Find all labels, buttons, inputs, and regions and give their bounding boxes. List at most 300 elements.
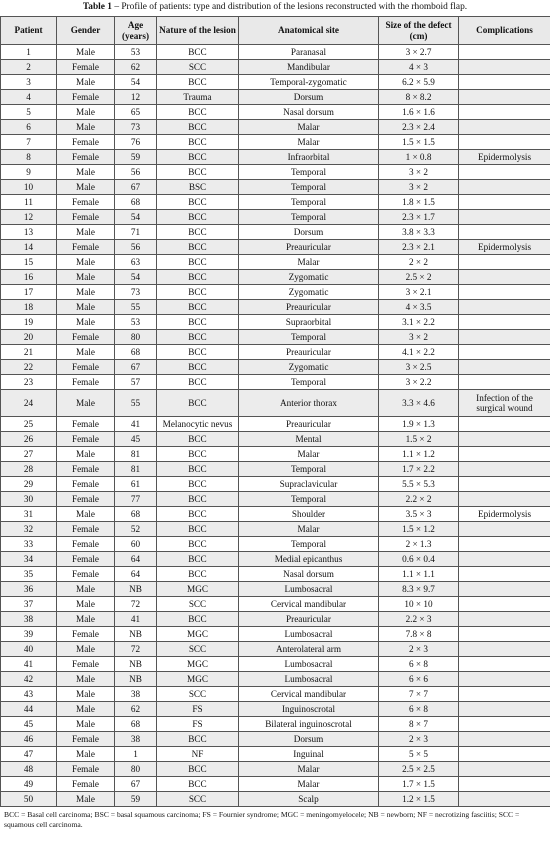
cell-size: 2 × 3: [379, 732, 459, 747]
table-row: [1, 747, 550, 762]
cell-patient: 30: [1, 492, 57, 507]
cell-patient: 28: [1, 462, 57, 477]
cell-complications: [459, 255, 550, 270]
cell-patient: 4: [1, 90, 57, 105]
table-row: [1, 135, 550, 150]
cell-nature: BCC: [157, 777, 239, 792]
table-header: [1, 17, 550, 45]
cell-site: Temporal: [239, 492, 379, 507]
cell-complications: [459, 597, 550, 612]
cell-patient: 44: [1, 702, 57, 717]
cell-complications: [459, 492, 550, 507]
table-row: [1, 432, 550, 447]
cell-complications: [459, 345, 550, 360]
cell-size: 3 × 2.2: [379, 375, 459, 390]
table-row: [1, 345, 550, 360]
table-row: [1, 75, 550, 90]
cell-complications: [459, 315, 550, 330]
cell-nature: BCC: [157, 537, 239, 552]
cell-complications: [459, 627, 550, 642]
cell-nature: SCC: [157, 642, 239, 657]
cell-site: Preauricular: [239, 417, 379, 432]
cell-complications: [459, 567, 550, 582]
cell-nature: BCC: [157, 492, 239, 507]
cell-complications: Epidermolysis: [459, 507, 550, 522]
cell-patient: 3: [1, 75, 57, 90]
cell-size: 8 × 8.2: [379, 90, 459, 105]
cell-age: 68: [115, 717, 157, 732]
cell-size: 3 × 2: [379, 330, 459, 345]
cell-site: Malar: [239, 447, 379, 462]
table-row: [1, 150, 550, 165]
cell-nature: BCC: [157, 255, 239, 270]
cell-complications: [459, 417, 550, 432]
cell-size: 2.2 × 3: [379, 612, 459, 627]
cell-site: Infraorbital: [239, 150, 379, 165]
cell-age: NB: [115, 627, 157, 642]
cell-complications: [459, 477, 550, 492]
cell-site: Temporal: [239, 537, 379, 552]
cell-size: 1.2 × 1.5: [379, 792, 459, 807]
cell-age: 62: [115, 60, 157, 75]
cell-age: NB: [115, 672, 157, 687]
cell-size: 8 × 7: [379, 717, 459, 732]
cell-gender: Female: [57, 657, 115, 672]
cell-complications: [459, 732, 550, 747]
cell-gender: Male: [57, 105, 115, 120]
cell-nature: BCC: [157, 105, 239, 120]
cell-nature: NF: [157, 747, 239, 762]
cell-size: 3 × 2.5: [379, 360, 459, 375]
cell-complications: [459, 225, 550, 240]
table-row: [1, 627, 550, 642]
cell-age: 54: [115, 75, 157, 90]
cell-age: 41: [115, 612, 157, 627]
cell-size: 1.5 × 1.2: [379, 522, 459, 537]
table-row: [1, 582, 550, 597]
cell-complications: [459, 537, 550, 552]
cell-patient: 13: [1, 225, 57, 240]
cell-gender: Male: [57, 180, 115, 195]
cell-nature: Trauma: [157, 90, 239, 105]
table-row: [1, 672, 550, 687]
cell-patient: 15: [1, 255, 57, 270]
cell-size: 7.8 × 8: [379, 627, 459, 642]
cell-age: 80: [115, 762, 157, 777]
cell-site: Temporal: [239, 165, 379, 180]
cell-age: 63: [115, 255, 157, 270]
cell-patient: 19: [1, 315, 57, 330]
cell-size: 1 × 0.8: [379, 150, 459, 165]
cell-gender: Male: [57, 300, 115, 315]
cell-patient: 48: [1, 762, 57, 777]
cell-patient: 40: [1, 642, 57, 657]
table-row: [1, 777, 550, 792]
cell-size: 2 × 3: [379, 642, 459, 657]
cell-nature: BCC: [157, 462, 239, 477]
cell-age: 76: [115, 135, 157, 150]
cell-size: 7 × 7: [379, 687, 459, 702]
cell-gender: Male: [57, 255, 115, 270]
table-row: [1, 492, 550, 507]
cell-site: Dorsum: [239, 732, 379, 747]
cell-gender: Female: [57, 627, 115, 642]
cell-complications: [459, 180, 550, 195]
table-row: [1, 210, 550, 225]
cell-size: 4 × 3.5: [379, 300, 459, 315]
cell-complications: [459, 612, 550, 627]
cell-age: 56: [115, 240, 157, 255]
cell-site: Preauricular: [239, 612, 379, 627]
cell-size: 3.3 × 4.6: [379, 390, 459, 417]
cell-age: 81: [115, 447, 157, 462]
cell-nature: BCC: [157, 135, 239, 150]
cell-age: 77: [115, 492, 157, 507]
cell-gender: Male: [57, 390, 115, 417]
cell-gender: Female: [57, 777, 115, 792]
cell-age: 41: [115, 417, 157, 432]
cell-size: 6 × 8: [379, 702, 459, 717]
cell-patient: 36: [1, 582, 57, 597]
cell-gender: Female: [57, 195, 115, 210]
cell-nature: FS: [157, 717, 239, 732]
cell-gender: Male: [57, 75, 115, 90]
cell-age: 53: [115, 45, 157, 60]
cell-size: 3 × 2: [379, 165, 459, 180]
cell-complications: [459, 582, 550, 597]
cell-patient: 38: [1, 612, 57, 627]
cell-site: Paranasal: [239, 45, 379, 60]
cell-gender: Male: [57, 507, 115, 522]
cell-nature: BCC: [157, 567, 239, 582]
cell-patient: 20: [1, 330, 57, 345]
cell-size: 1.7 × 2.2: [379, 462, 459, 477]
cell-patient: 39: [1, 627, 57, 642]
cell-complications: [459, 195, 550, 210]
table-row: [1, 240, 550, 255]
cell-site: Scalp: [239, 792, 379, 807]
cell-nature: BCC: [157, 375, 239, 390]
table-row: [1, 390, 550, 417]
cell-complications: [459, 300, 550, 315]
cell-age: 54: [115, 270, 157, 285]
cell-nature: MGC: [157, 657, 239, 672]
cell-nature: FS: [157, 702, 239, 717]
cell-site: Temporal: [239, 180, 379, 195]
cell-size: 2.2 × 2: [379, 492, 459, 507]
table-row: [1, 180, 550, 195]
cell-size: 6 × 6: [379, 672, 459, 687]
cell-age: 72: [115, 597, 157, 612]
cell-size: 4.1 × 2.2: [379, 345, 459, 360]
cell-site: Lumbosacral: [239, 582, 379, 597]
cell-complications: Epidermolysis: [459, 150, 550, 165]
cell-nature: BCC: [157, 330, 239, 345]
cell-site: Temporal: [239, 375, 379, 390]
cell-nature: SCC: [157, 687, 239, 702]
cell-gender: Female: [57, 90, 115, 105]
cell-patient: 43: [1, 687, 57, 702]
cell-age: 12: [115, 90, 157, 105]
cell-nature: SCC: [157, 792, 239, 807]
cell-gender: Female: [57, 240, 115, 255]
table-row: [1, 225, 550, 240]
cell-gender: Female: [57, 375, 115, 390]
cell-patient: 45: [1, 717, 57, 732]
cell-age: 61: [115, 477, 157, 492]
cell-nature: BCC: [157, 270, 239, 285]
cell-size: 3.1 × 2.2: [379, 315, 459, 330]
cell-complications: [459, 285, 550, 300]
cell-complications: [459, 165, 550, 180]
cell-gender: Female: [57, 492, 115, 507]
cell-gender: Female: [57, 522, 115, 537]
table-row: [1, 300, 550, 315]
cell-age: 81: [115, 462, 157, 477]
cell-age: 67: [115, 360, 157, 375]
cell-site: Mental: [239, 432, 379, 447]
cell-nature: BCC: [157, 762, 239, 777]
cell-nature: BCC: [157, 345, 239, 360]
cell-patient: 26: [1, 432, 57, 447]
cell-size: 6.2 × 5.9: [379, 75, 459, 90]
table-row: [1, 417, 550, 432]
cell-patient: 46: [1, 732, 57, 747]
cell-site: Cervical mandibular: [239, 687, 379, 702]
cell-complications: Infection of the surgical wound: [459, 390, 550, 417]
cell-age: NB: [115, 582, 157, 597]
cell-gender: Male: [57, 672, 115, 687]
cell-age: 73: [115, 285, 157, 300]
cell-site: Temporal: [239, 210, 379, 225]
cell-patient: 11: [1, 195, 57, 210]
table-row: [1, 702, 550, 717]
cell-patient: 24: [1, 390, 57, 417]
cell-size: 2.3 × 2.4: [379, 120, 459, 135]
cell-patient: 23: [1, 375, 57, 390]
cell-age: 64: [115, 552, 157, 567]
cell-age: 59: [115, 792, 157, 807]
cell-gender: Female: [57, 537, 115, 552]
cell-site: Malar: [239, 255, 379, 270]
col-header-nature: Nature of the lesion: [157, 17, 239, 45]
cell-gender: Female: [57, 135, 115, 150]
cell-complications: [459, 375, 550, 390]
cell-age: 45: [115, 432, 157, 447]
cell-nature: BCC: [157, 612, 239, 627]
cell-size: 2.3 × 2.1: [379, 240, 459, 255]
cell-gender: Female: [57, 330, 115, 345]
cell-nature: BCC: [157, 477, 239, 492]
cell-gender: Male: [57, 687, 115, 702]
cell-nature: BCC: [157, 75, 239, 90]
cell-patient: 6: [1, 120, 57, 135]
cell-size: 1.9 × 1.3: [379, 417, 459, 432]
cell-nature: BCC: [157, 225, 239, 240]
cell-complications: [459, 777, 550, 792]
table-row: [1, 537, 550, 552]
cell-age: 68: [115, 507, 157, 522]
cell-patient: 25: [1, 417, 57, 432]
cell-gender: Male: [57, 270, 115, 285]
cell-site: Supraclavicular: [239, 477, 379, 492]
cell-gender: Female: [57, 60, 115, 75]
cell-size: 1.7 × 1.5: [379, 777, 459, 792]
cell-nature: BCC: [157, 120, 239, 135]
cell-nature: BCC: [157, 285, 239, 300]
cell-site: Cervical mandibular: [239, 597, 379, 612]
table-row: [1, 567, 550, 582]
cell-age: 80: [115, 330, 157, 345]
cell-site: Zygomatic: [239, 285, 379, 300]
cell-gender: Female: [57, 477, 115, 492]
cell-age: 60: [115, 537, 157, 552]
cell-gender: Female: [57, 732, 115, 747]
cell-site: Dorsum: [239, 225, 379, 240]
cell-complications: [459, 75, 550, 90]
cell-age: NB: [115, 657, 157, 672]
cell-site: Malar: [239, 777, 379, 792]
table-row: [1, 657, 550, 672]
cell-patient: 47: [1, 747, 57, 762]
cell-gender: Male: [57, 45, 115, 60]
cell-site: Preauricular: [239, 300, 379, 315]
cell-nature: BCC: [157, 507, 239, 522]
cell-site: Mandibular: [239, 60, 379, 75]
cell-age: 38: [115, 687, 157, 702]
table-row: [1, 552, 550, 567]
cell-site: Medial epicanthus: [239, 552, 379, 567]
cell-complications: [459, 447, 550, 462]
cell-patient: 5: [1, 105, 57, 120]
cell-complications: [459, 747, 550, 762]
cell-patient: 17: [1, 285, 57, 300]
cell-complications: [459, 432, 550, 447]
cell-patient: 31: [1, 507, 57, 522]
cell-gender: Male: [57, 165, 115, 180]
cell-nature: BCC: [157, 210, 239, 225]
cell-complications: [459, 642, 550, 657]
cell-complications: [459, 462, 550, 477]
cell-nature: BSC: [157, 180, 239, 195]
cell-size: 3 × 2.1: [379, 285, 459, 300]
cell-site: Temporal: [239, 330, 379, 345]
cell-complications: [459, 717, 550, 732]
cell-site: Temporal: [239, 195, 379, 210]
header-row: [1, 17, 550, 45]
cell-gender: Female: [57, 462, 115, 477]
cell-age: 72: [115, 642, 157, 657]
cell-gender: Male: [57, 225, 115, 240]
table-row: [1, 447, 550, 462]
cell-site: Zygomatic: [239, 360, 379, 375]
cell-size: 4 × 3: [379, 60, 459, 75]
table-row: [1, 507, 550, 522]
cell-size: 5.5 × 5.3: [379, 477, 459, 492]
table-row: [1, 732, 550, 747]
cell-site: Inguinoscrotal: [239, 702, 379, 717]
patient-table: [0, 16, 550, 807]
cell-gender: Female: [57, 210, 115, 225]
cell-complications: Epidermolysis: [459, 240, 550, 255]
cell-size: 5 × 5: [379, 747, 459, 762]
cell-patient: 7: [1, 135, 57, 150]
table-row: [1, 60, 550, 75]
cell-site: Inguinal: [239, 747, 379, 762]
cell-size: 1.5 × 2: [379, 432, 459, 447]
table-row: [1, 375, 550, 390]
cell-age: 59: [115, 150, 157, 165]
cell-patient: 10: [1, 180, 57, 195]
cell-gender: Male: [57, 702, 115, 717]
cell-complications: [459, 60, 550, 75]
table-row: [1, 462, 550, 477]
col-header-site: Anatomical site: [239, 17, 379, 45]
cell-size: 1.5 × 1.5: [379, 135, 459, 150]
cell-site: Anterior thorax: [239, 390, 379, 417]
table-row: [1, 717, 550, 732]
cell-size: 8.3 × 9.7: [379, 582, 459, 597]
cell-complications: [459, 90, 550, 105]
table-row: [1, 90, 550, 105]
cell-nature: Melanocytic nevus: [157, 417, 239, 432]
cell-nature: MGC: [157, 627, 239, 642]
cell-age: 73: [115, 120, 157, 135]
cell-complications: [459, 522, 550, 537]
cell-site: Temporal: [239, 462, 379, 477]
cell-site: Malar: [239, 762, 379, 777]
cell-gender: Female: [57, 417, 115, 432]
cell-gender: Male: [57, 582, 115, 597]
cell-complications: [459, 687, 550, 702]
cell-nature: BCC: [157, 522, 239, 537]
cell-site: Preauricular: [239, 240, 379, 255]
cell-patient: 49: [1, 777, 57, 792]
cell-patient: 33: [1, 537, 57, 552]
cell-site: Bilateral inguinoscrotal: [239, 717, 379, 732]
cell-size: 1.8 × 1.5: [379, 195, 459, 210]
cell-site: Malar: [239, 522, 379, 537]
cell-gender: Female: [57, 150, 115, 165]
table-row: [1, 195, 550, 210]
cell-patient: 21: [1, 345, 57, 360]
cell-site: Lumbosacral: [239, 657, 379, 672]
cell-size: 1.6 × 1.6: [379, 105, 459, 120]
cell-size: 3 × 2.7: [379, 45, 459, 60]
cell-patient: 12: [1, 210, 57, 225]
table-row: [1, 612, 550, 627]
table-row: [1, 255, 550, 270]
cell-nature: BCC: [157, 195, 239, 210]
cell-age: 62: [115, 702, 157, 717]
cell-gender: Female: [57, 552, 115, 567]
cell-nature: BCC: [157, 150, 239, 165]
cell-nature: MGC: [157, 582, 239, 597]
cell-size: 2.3 × 1.7: [379, 210, 459, 225]
cell-complications: [459, 657, 550, 672]
cell-site: Anterolateral arm: [239, 642, 379, 657]
cell-nature: SCC: [157, 597, 239, 612]
cell-patient: 1: [1, 45, 57, 60]
table-row: [1, 165, 550, 180]
cell-size: 3.8 × 3.3: [379, 225, 459, 240]
cell-site: Zygomatic: [239, 270, 379, 285]
cell-complications: [459, 120, 550, 135]
table-row: [1, 105, 550, 120]
cell-age: 1: [115, 747, 157, 762]
cell-site: Malar: [239, 120, 379, 135]
cell-gender: Female: [57, 360, 115, 375]
